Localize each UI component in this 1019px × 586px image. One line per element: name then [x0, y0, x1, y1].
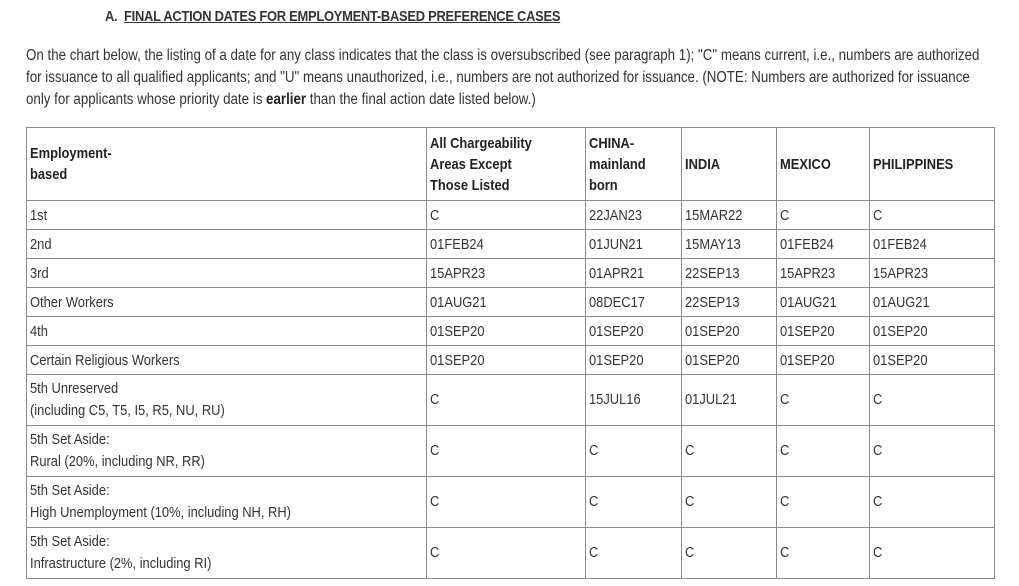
- category-label: Other Workers: [30, 293, 114, 311]
- date-value: C: [430, 391, 440, 408]
- date-value: 15MAR22: [685, 206, 743, 224]
- date-cell-all-chargeability: [427, 230, 586, 259]
- date-cell-philippines: [870, 230, 995, 259]
- date-value: 08DEC17: [589, 293, 645, 311]
- date-value: C: [589, 544, 599, 561]
- date-value: C: [780, 206, 790, 224]
- date-cell-philippines: [870, 528, 995, 579]
- date-cell-all-chargeability: [427, 528, 586, 579]
- date-cell-china-mainland: [586, 528, 682, 579]
- date-cell-all-chargeability: [427, 375, 586, 426]
- table-row: [27, 317, 995, 346]
- category-cell: [27, 477, 427, 528]
- category-label: Infrastructure (2%, including RI): [30, 555, 212, 572]
- date-cell-mexico: [777, 230, 870, 259]
- header-employment-based: [27, 128, 427, 201]
- table-row: [27, 346, 995, 375]
- date-cell-india: [682, 346, 777, 375]
- date-value: C: [780, 493, 790, 510]
- date-cell-india: [682, 477, 777, 528]
- table-row: [27, 230, 995, 259]
- date-value: 01SEP20: [780, 322, 835, 340]
- date-cell-philippines: [870, 346, 995, 375]
- date-value: C: [430, 206, 440, 224]
- date-cell-all-chargeability: [427, 477, 586, 528]
- date-cell-china-mainland: [586, 375, 682, 426]
- header-mexico: [777, 128, 870, 201]
- final-action-dates-table: [26, 127, 995, 579]
- date-value: 01SEP20: [430, 351, 485, 369]
- date-value: 01FEB24: [873, 235, 927, 253]
- date-cell-china-mainland: [586, 288, 682, 317]
- date-value: 15APR23: [780, 264, 836, 282]
- header-line: CHINA-: [589, 134, 635, 152]
- date-cell-mexico: [777, 477, 870, 528]
- date-cell-philippines: [870, 259, 995, 288]
- date-cell-india: [682, 288, 777, 317]
- intro-text-1: On the chart below, the listing of a date for any class indicates that the class is oversubscribed (see paragraph 1); "C" means current, i.e., numbers are authorized for issuance to all qualified applicants; and "U" means unauthorized, i.e., numbers are not authorized for issuance. (NOTE: Numbers are authorized for issuance only for applicants whose priority date is: [26, 47, 980, 108]
- date-cell-all-chargeability: [427, 288, 586, 317]
- table-row: [27, 259, 995, 288]
- date-value: 22SEP13: [685, 264, 740, 282]
- category-cell: [27, 201, 427, 230]
- header-line: based: [30, 166, 68, 183]
- date-cell-mexico: [777, 288, 870, 317]
- header-line: All Chargeability: [430, 134, 532, 152]
- date-cell-mexico: [777, 375, 870, 426]
- date-cell-mexico: [777, 528, 870, 579]
- date-value: 01FEB24: [780, 235, 834, 253]
- date-value: C: [685, 442, 695, 459]
- date-cell-philippines: [870, 288, 995, 317]
- date-value: C: [780, 391, 790, 408]
- date-value: 01SEP20: [873, 351, 928, 369]
- header-line: INDIA: [685, 155, 721, 173]
- date-value: 01JUL21: [685, 391, 737, 408]
- date-cell-philippines: [870, 317, 995, 346]
- date-cell-china-mainland: [586, 317, 682, 346]
- date-value: 15JUL16: [589, 391, 641, 408]
- header-row: [27, 128, 995, 201]
- date-cell-china-mainland: [586, 426, 682, 477]
- category-cell: [27, 317, 427, 346]
- date-cell-all-chargeability: [427, 259, 586, 288]
- date-value: C: [873, 493, 883, 510]
- date-value: C: [685, 493, 695, 510]
- date-value: 15APR23: [430, 264, 486, 282]
- date-value: C: [780, 442, 790, 459]
- category-label: 1st: [30, 206, 48, 224]
- category-label: 2nd: [30, 235, 52, 253]
- category-label: 5th Set Aside:: [30, 482, 110, 499]
- date-value: C: [873, 206, 883, 224]
- header-line: Areas Except: [430, 155, 512, 173]
- table-row: [27, 426, 995, 477]
- date-value: 01SEP20: [589, 351, 644, 369]
- date-cell-china-mainland: [586, 346, 682, 375]
- date-value: C: [430, 442, 440, 459]
- date-value: 01SEP20: [780, 351, 835, 369]
- date-value: 01AUG21: [873, 293, 930, 311]
- category-label: 4th: [30, 322, 48, 340]
- date-cell-india: [682, 317, 777, 346]
- category-cell: [27, 259, 427, 288]
- date-cell-china-mainland: [586, 230, 682, 259]
- date-cell-india: [682, 375, 777, 426]
- category-cell: [27, 230, 427, 259]
- date-value: 22JAN23: [589, 206, 643, 224]
- date-value: 15MAY13: [685, 235, 741, 253]
- date-cell-india: [682, 230, 777, 259]
- date-cell-india: [682, 259, 777, 288]
- date-cell-china-mainland: [586, 477, 682, 528]
- date-cell-mexico: [777, 259, 870, 288]
- table-row: [27, 375, 995, 426]
- category-cell: [27, 426, 427, 477]
- table-row: [27, 477, 995, 528]
- date-value: 15APR23: [873, 264, 929, 282]
- date-value: C: [873, 442, 883, 459]
- date-cell-philippines: [870, 375, 995, 426]
- date-value: C: [589, 493, 599, 510]
- date-cell-india: [682, 201, 777, 230]
- date-value: C: [430, 493, 440, 510]
- header-india: [682, 128, 777, 201]
- date-value: 01FEB24: [430, 235, 484, 253]
- date-cell-mexico: [777, 426, 870, 477]
- header-line: born: [589, 176, 618, 194]
- date-value: 01JUN21: [589, 235, 643, 253]
- category-cell: [27, 375, 427, 426]
- category-label: 5th Set Aside:: [30, 533, 110, 550]
- date-value: 01SEP20: [589, 322, 644, 340]
- date-value: 01SEP20: [685, 322, 740, 340]
- section-title: FINAL ACTION DATES FOR EMPLOYMENT-BASED PREFERENCE CASES: [124, 8, 561, 25]
- date-cell-mexico: [777, 317, 870, 346]
- intro-paragraph: [26, 45, 998, 111]
- category-label: 3rd: [30, 264, 49, 282]
- section-heading: [105, 8, 560, 25]
- date-cell-india: [682, 426, 777, 477]
- date-value: C: [685, 544, 695, 561]
- category-cell: [27, 528, 427, 579]
- date-cell-philippines: [870, 426, 995, 477]
- header-china-mainland: [586, 128, 682, 201]
- date-value: C: [873, 391, 883, 408]
- header-line: MEXICO: [780, 155, 831, 173]
- date-value: C: [589, 442, 599, 459]
- date-value: 01AUG21: [780, 293, 837, 311]
- category-label: (including C5, T5, I5, R5, NU, RU): [30, 402, 225, 419]
- date-cell-china-mainland: [586, 201, 682, 230]
- date-cell-all-chargeability: [427, 426, 586, 477]
- category-label: Rural (20%, including NR, RR): [30, 453, 205, 470]
- date-value: C: [430, 544, 440, 561]
- table-row: [27, 201, 995, 230]
- date-value: 22SEP13: [685, 293, 740, 311]
- category-label: 5th Unreserved: [30, 380, 119, 397]
- date-cell-philippines: [870, 201, 995, 230]
- date-value: 01SEP20: [873, 322, 928, 340]
- header-all-chargeability: [427, 128, 586, 201]
- date-cell-mexico: [777, 201, 870, 230]
- date-value: C: [780, 544, 790, 561]
- header-line: mainland: [589, 155, 646, 173]
- table-row: [27, 288, 995, 317]
- header-line: Employment-: [30, 145, 112, 162]
- table-row: [27, 528, 995, 579]
- date-cell-all-chargeability: [427, 346, 586, 375]
- category-cell: [27, 288, 427, 317]
- category-label: High Unemployment (10%, including NH, RH): [30, 504, 291, 521]
- date-value: 01SEP20: [430, 322, 485, 340]
- date-value: 01SEP20: [685, 351, 740, 369]
- date-cell-india: [682, 528, 777, 579]
- intro-text-2: than the final action date listed below.): [306, 91, 536, 108]
- intro-emphasis: earlier: [266, 91, 307, 108]
- category-label: Certain Religious Workers: [30, 351, 180, 369]
- date-cell-all-chargeability: [427, 201, 586, 230]
- date-cell-philippines: [870, 477, 995, 528]
- date-value: 01APR21: [589, 264, 645, 282]
- date-cell-all-chargeability: [427, 317, 586, 346]
- date-cell-mexico: [777, 346, 870, 375]
- date-value: 01AUG21: [430, 293, 487, 311]
- header-philippines: [870, 128, 995, 201]
- section-prefix: A.: [105, 8, 118, 25]
- header-line: PHILIPPINES: [873, 155, 954, 173]
- category-cell: [27, 346, 427, 375]
- header-line: Those Listed: [430, 176, 510, 194]
- category-label: 5th Set Aside:: [30, 431, 110, 448]
- date-value: C: [873, 544, 883, 561]
- date-cell-china-mainland: [586, 259, 682, 288]
